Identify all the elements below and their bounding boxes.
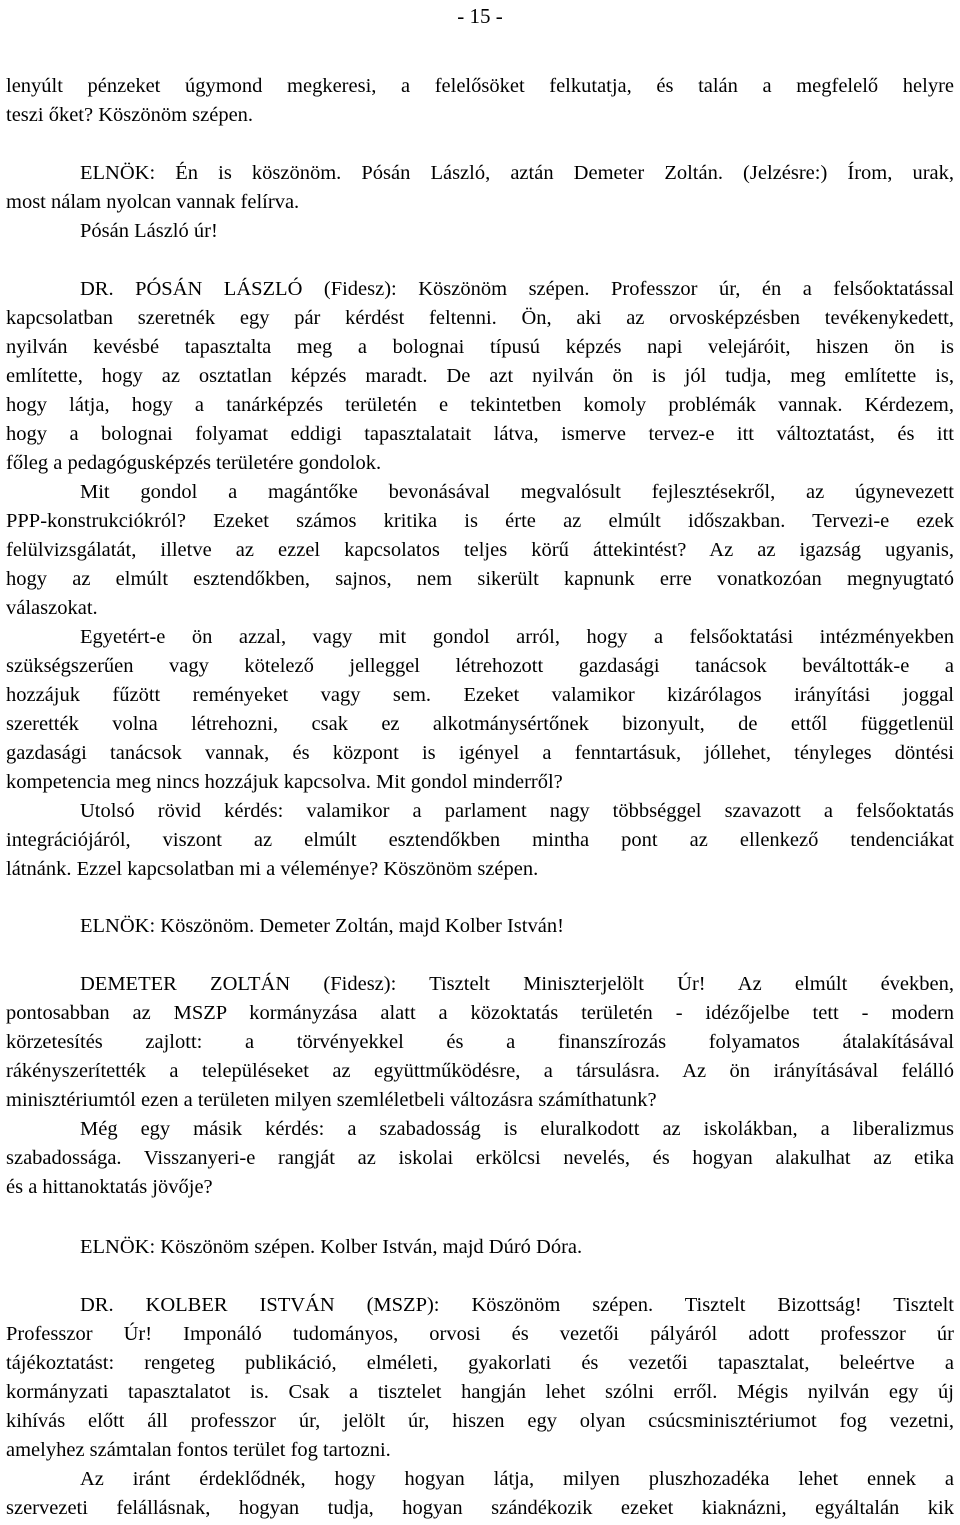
para-kolber [6, 1291, 954, 1523]
para-intro-end [6, 72, 954, 130]
text-line: kapcsolatban szeretnék egy pár kérdést feltenni. Ön, aki az orvosképzésben tevékenykedett, [6, 307, 954, 329]
para-demeter [6, 970, 954, 1202]
text-line: hogy látja, hogy a tanárképzés területén e tekintetben komoly problémák vannak. Kérdezem, [6, 394, 954, 416]
text-line: szervezeti felállásnak, hogyan tudja, hogyan szándékozik ezeket kiaknázni, egyáltalán kik [6, 1497, 954, 1519]
text-line: kompetencia meg nincs hozzájuk kapcsolva. Mit gondol minderről? [6, 771, 563, 793]
text-line: Pósán László úr! [80, 220, 218, 242]
text-line: DR. PÓSÁN LÁSZLÓ (Fidesz): Köszönöm szépen. Professzor úr, én a felsőoktatással [80, 278, 954, 300]
text-line: Az iránt érdeklődnék, hogy hogyan látja, milyen pluszhozadéka lehet ennek a [80, 1468, 954, 1490]
text-line: hogy a bolognai folyamat eddigi tapasztalatait látva, ismerve tervez-e itt változtatást, és itt [6, 423, 954, 445]
para-elnok-1 [6, 159, 954, 246]
text-line: körzetesítés zajlott: a törvényekkel és a finanszírozás folyamatos átalakításával [6, 1031, 954, 1053]
text-line: DR. KOLBER ISTVÁN (MSZP): Köszönöm szépen. Tisztelt Bizottság! Tisztelt [80, 1294, 954, 1316]
text-line: ELNÖK: Én is köszönöm. Pósán László, aztán Demeter Zoltán. (Jelzésre:) Írom, urak, [80, 162, 954, 184]
text-line: szabadossága. Visszanyeri-e rangját az iskolai erkölcsi nevelés, és hogyan alakulhat az etika [6, 1147, 954, 1169]
text-line: válaszokat. [6, 597, 98, 619]
text-line: felülvizsgálatát, illetve az ezzel kapcsolatos teljes körű áttekintést? Az az igazság ugyanis, [6, 539, 954, 561]
text-line: pontosabban az MSZP kormányzása alatt a közoktatás területén - idézőjelbe tett - modern [6, 1002, 954, 1024]
text-line: említette, hogy az osztatlan képzés maradt. De azt nyilván ön is jól tudja, meg említette is, [6, 365, 954, 387]
text-line: főleg a pedagógusképzés területére gondolok. [6, 452, 382, 474]
text-line: kormányzati tapasztalatot is. Csak a tisztelet hangján lehet szólni erről. Mégis nyilván egy új [6, 1381, 954, 1403]
text-line: teszi őket? Köszönöm szépen. [6, 104, 254, 126]
text-line: szükségszerűen vagy kötelező jelleggel létrehozott gazdasági tanácsok beváltották-e a [6, 655, 954, 677]
text-line: Utolsó rövid kérdés: valamikor a parlament nagy többséggel szavazott a felsőoktatás [80, 800, 954, 822]
para-elnok-3 [6, 1233, 954, 1262]
text-line: hogy az elmúlt esztendőkben, sajnos, nem sikerült kapnunk erre vonatkozóan megnyugtató [6, 568, 954, 590]
text-line: kihívás előtt áll professzor úr, jelölt úr, hiszen egy olyan csúcsminisztériumot fog vezetni, [6, 1410, 954, 1432]
text-line: amelyhez számtalan fontos terület fog tartozni. [6, 1439, 391, 1461]
page-number: - 15 - [457, 4, 503, 28]
text-line: ELNÖK: Köszönöm szépen. Kolber István, majd Dúró Dóra. [80, 1236, 583, 1258]
text-line: tájékoztatást: rengeteg publikáció, elméleti, gyakorlati és vezetői tapasztalat, beleértve a [6, 1352, 954, 1374]
text-line: gazdasági tanácsok vannak, és központ is igényel a fenntartásuk, jóllehet, tényleges döntési [6, 742, 954, 764]
text-line: DEMETER ZOLTÁN (Fidesz): Tisztelt Miniszterjelölt Úr! Az elmúlt években, [80, 973, 954, 995]
text-line: szerették volna létrehozni, csak ez alkotmánysértőnek bizonyult, de ettől függetlenül [6, 713, 954, 735]
text-line: rákényszerítették a településeket az együttműködésre, a társulásra. Az ön irányításával felálló [6, 1060, 954, 1082]
text-line: integrációjáról, viszont az elmúlt esztendőkben mintha pont az ellenkező tendenciákat [6, 829, 954, 851]
text-line: minisztériumtól ezen a területen milyen szemléletbeli változásra számíthatunk? [6, 1089, 657, 1111]
text-line: nyilván kevésbé tapasztalta meg a bolognai típusú képzés napi velejáróit, hiszen ön is [6, 336, 954, 358]
text-line: Professzor Úr! Imponáló tudományos, orvosi és vezetői pályáról adott professzor úr [6, 1323, 954, 1345]
text-line: Egyetért-e ön azzal, vagy mit gondol arról, hogy a felsőoktatási intézményekben [80, 626, 954, 648]
text-line: most nálam nyolcan vannak felírva. [6, 191, 300, 213]
text-line: hozzájuk fűzött reményeket vagy sem. Ezeket valamikor kizárólagos irányítási joggal [6, 684, 954, 706]
text-line: Mit gondol a magántőke bevonásával megvalósult fejlesztésekről, az úgynevezett [80, 481, 954, 503]
para-posan [6, 275, 954, 884]
para-elnok-2 [6, 912, 954, 941]
text-line: Még egy másik kérdés: a szabadosság is eluralkodott az iskolákban, a liberalizmus [80, 1118, 954, 1140]
text-line: ELNÖK: Köszönöm. Demeter Zoltán, majd Kolber István! [80, 915, 564, 937]
text-line: PPP-konstrukciókról? Ezeket számos kritika is érte az elmúlt időszakban. Tervezi-e ezek [6, 510, 954, 532]
text-line: és a hittanoktatás jövője? [6, 1176, 213, 1198]
text-line: lenyúlt pénzeket úgymond megkeresi, a felelősöket felkutatja, és talán a megfelelő helyre [6, 75, 954, 97]
text-line: látnánk. Ezzel kapcsolatban mi a véleménye? Köszönöm szépen. [6, 858, 539, 880]
